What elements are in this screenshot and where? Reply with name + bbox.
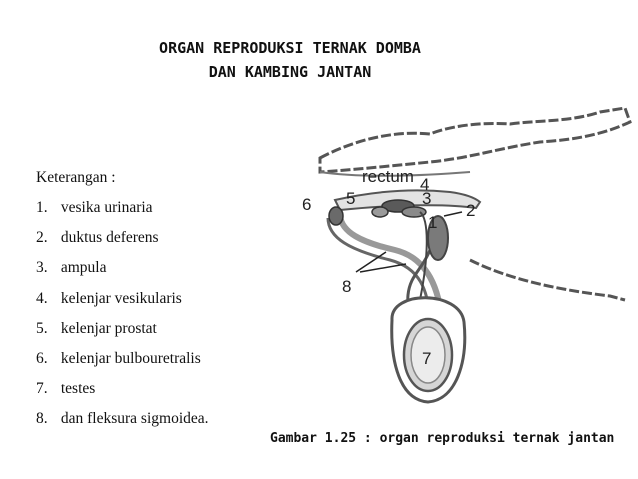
legend-item-text: testes	[60, 380, 96, 398]
title-line-2: DAN KAMBING JANTAN	[208, 63, 372, 81]
label-1: 1	[428, 213, 438, 232]
prostate-gland	[372, 207, 388, 217]
legend-item-number: 4.	[36, 289, 48, 307]
legend-item	[36, 198, 209, 228]
legend-item-text: kelenjar vesikularis	[60, 289, 182, 307]
legend-item-number: 7.	[36, 380, 48, 398]
legend-heading: Keterangan :	[36, 169, 116, 186]
legend-item-number: 8.	[36, 410, 48, 428]
legend-item	[36, 289, 209, 319]
title-line-1: ORGAN REPRODUKSI TERNAK DOMBA	[159, 39, 421, 57]
label-3: 3	[422, 189, 432, 208]
label-5: 5	[346, 189, 356, 208]
legend-item-text: kelenjar prostat	[60, 319, 157, 337]
legend-item-number: 2.	[36, 229, 48, 247]
label-7: 7	[422, 349, 432, 368]
legend-item-text: dan fleksura sigmoidea.	[60, 410, 209, 428]
legend-item-text: ampula	[60, 259, 107, 277]
abdominal-wall	[470, 260, 625, 300]
legend-item-number: 1.	[36, 199, 48, 216]
legend-item	[36, 349, 209, 379]
legend-item-number: 6.	[36, 349, 48, 367]
legend-item-text: vesika urinaria	[60, 199, 153, 216]
leader-line-2	[444, 212, 462, 216]
label-6: 6	[302, 195, 312, 214]
body-outline	[320, 108, 630, 172]
legend-list	[36, 198, 209, 440]
label-4: 4	[420, 175, 430, 194]
legend-item-number: 3.	[36, 259, 48, 277]
label-rectum: rectum	[362, 167, 414, 186]
legend-item	[36, 409, 209, 439]
label-8: 8	[342, 277, 352, 296]
legend-item	[36, 258, 209, 288]
legend	[36, 168, 209, 440]
legend-item	[36, 379, 209, 409]
legend-item-text: kelenjar bulbouretralis	[60, 349, 201, 367]
reproductive-organ-diagram	[280, 100, 638, 410]
figure-caption: Gambar 1.25 : organ reproduksi ternak jantan	[270, 431, 615, 446]
legend-item-number: 5.	[36, 319, 48, 337]
bulbourethral-gland	[329, 207, 343, 225]
legend-item-text: duktus deferens	[60, 229, 159, 247]
page-title	[0, 36, 580, 84]
legend-item	[36, 319, 209, 349]
legend-item	[36, 228, 209, 258]
label-2: 2	[466, 201, 476, 220]
